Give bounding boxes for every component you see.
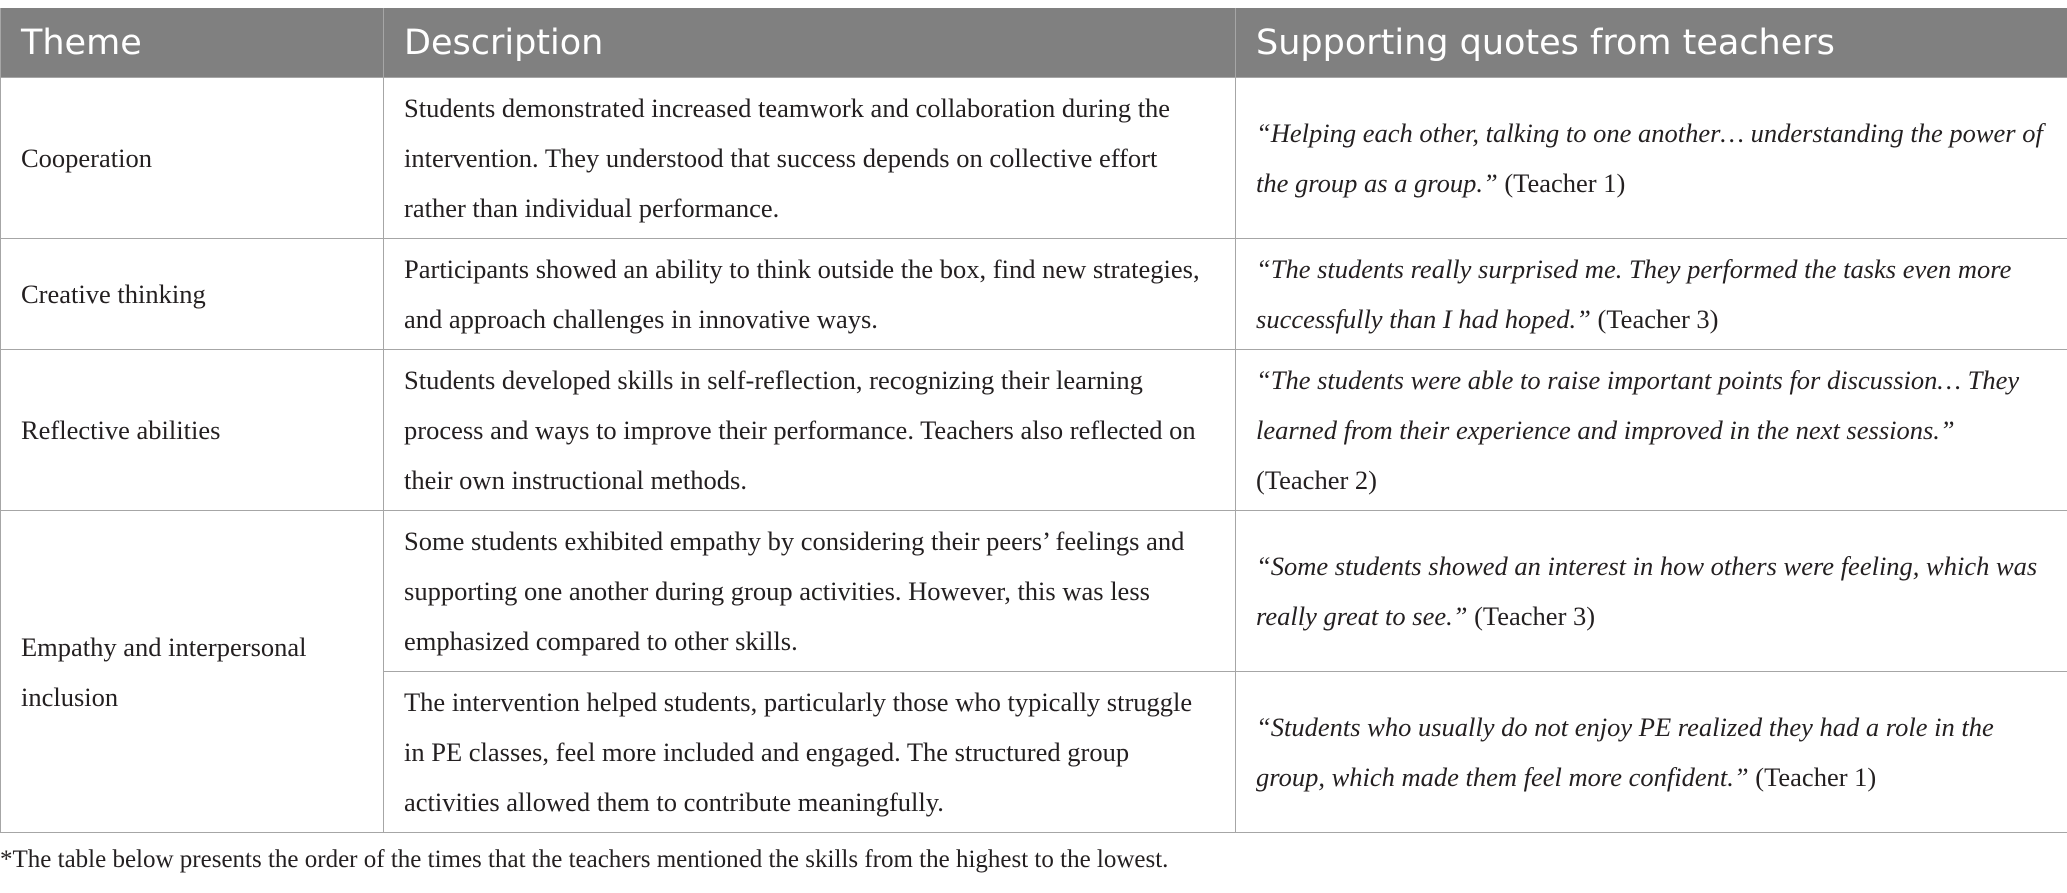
table-row bbox=[1, 78, 2067, 239]
quote-attribution: (Teacher 3) bbox=[1590, 304, 1719, 334]
quote-cell bbox=[1236, 239, 2067, 350]
header-theme: Theme bbox=[1, 8, 384, 78]
table-row bbox=[1, 239, 2067, 350]
description-cell: The intervention helped students, particularly those who typically struggle in PE classes, feel more included and engaged. The structured group activities allowed them to contribute meaningfully. bbox=[384, 672, 1236, 833]
table-row bbox=[1, 511, 2067, 672]
quote-text: “Students who usually do not enjoy PE realized they had a role in the group, which made them feel more confident.” bbox=[1256, 712, 1994, 792]
header-row bbox=[1, 8, 2067, 78]
table-body bbox=[1, 78, 2067, 833]
description-cell: Some students exhibited empathy by considering their peers’ feelings and supporting one another during group activities. However, this was less emphasized compared to other skills. bbox=[384, 511, 1236, 672]
quote-cell bbox=[1236, 350, 2067, 511]
theme-cell: Creative thinking bbox=[1, 239, 384, 350]
quote-text: “The students really surprised me. They performed the tasks even more successfully than I had hoped.” bbox=[1256, 254, 2012, 334]
description-cell: Students developed skills in self-reflection, recognizing their learning process and ways to improve their performance. Teachers also reflected on their own instructional methods. bbox=[384, 350, 1236, 511]
table-row bbox=[1, 350, 2067, 511]
header-supporting-quotes: Supporting quotes from teachers bbox=[1236, 8, 2067, 78]
quote-text: “Some students showed an interest in how others were feeling, which was really great to see.” bbox=[1256, 551, 2038, 631]
table-footnote: *The table below presents the order of the times that the teachers mentioned the skills from the highest to the lowest. bbox=[0, 846, 1169, 873]
quote-cell bbox=[1236, 672, 2067, 833]
theme-cell: Cooperation bbox=[1, 78, 384, 239]
quote-attribution: (Teacher 1) bbox=[1497, 168, 1626, 198]
quote-attribution: (Teacher 3) bbox=[1467, 601, 1596, 631]
table-header bbox=[1, 8, 2067, 78]
theme-cell: Empathy and interpersonal inclusion bbox=[1, 511, 384, 833]
theme-cell: Reflective abilities bbox=[1, 350, 384, 511]
description-cell: Students demonstrated increased teamwork and collaboration during the intervention. They understood that success depends on collective effort rather than individual performance. bbox=[384, 78, 1236, 239]
header-description: Description bbox=[384, 8, 1236, 78]
quote-attribution: (Teacher 2) bbox=[1256, 465, 1377, 495]
quote-text: “The students were able to raise important points for discussion… They learned from their experience and improved in the next sessions.” bbox=[1256, 365, 2020, 445]
quote-cell bbox=[1236, 511, 2067, 672]
quote-attribution: (Teacher 1) bbox=[1748, 762, 1877, 792]
quote-text: “Helping each other, talking to one another… understanding the power of the group as a group.” bbox=[1256, 118, 2043, 198]
description-cell: Participants showed an ability to think outside the box, find new strategies, and approach challenges in innovative ways. bbox=[384, 239, 1236, 350]
themes-table-container bbox=[0, 8, 2067, 833]
quote-cell bbox=[1236, 78, 2067, 239]
themes-table bbox=[0, 8, 2067, 833]
